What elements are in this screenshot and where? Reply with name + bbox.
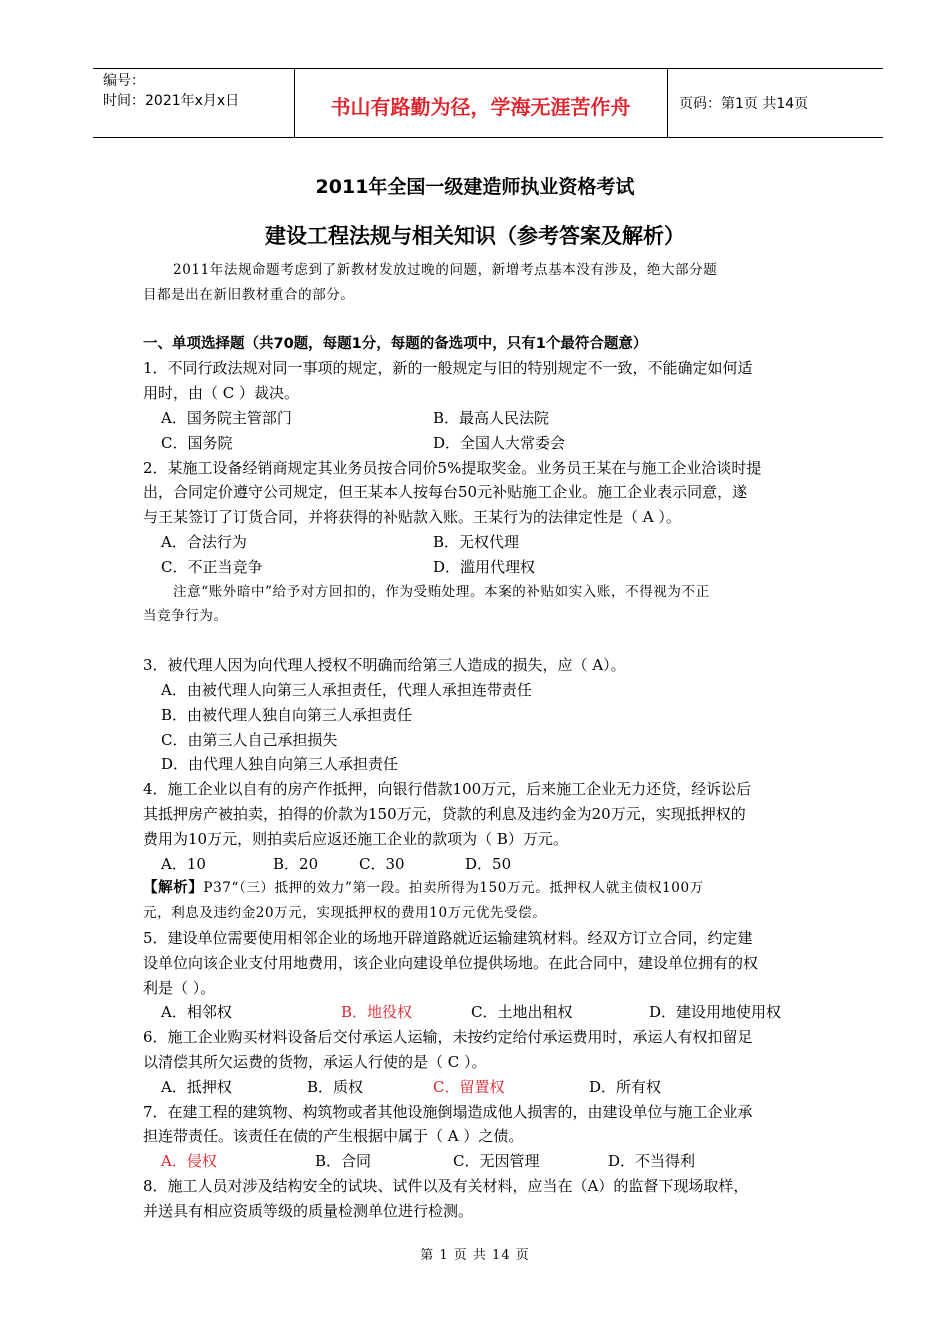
option: A．由被代理人向第三人承担责任，代理人承担连带责任: [161, 680, 532, 699]
option: A．10: [161, 854, 206, 873]
question-text: 出，合同定价遵守公司规定，但王某本人按每台50元补贴施工企业。施工企业表示同意，遂: [143, 483, 748, 502]
option-row: [143, 555, 833, 580]
option: D．建设用地使用权: [649, 1003, 782, 1022]
analysis-text: P37“（三）抵押的效力”第一段。拍卖所得为150万元。抵押权人就主债权100万: [203, 880, 704, 897]
option: D．滥用代理权: [433, 557, 536, 576]
header-divider: [667, 69, 668, 137]
question-text: 担连带责任。该责任在债的产生根据中属于（ A ）之债。: [143, 1127, 524, 1146]
option: D．由代理人独自向第三人承担责任: [161, 755, 399, 774]
option: B．20: [273, 854, 319, 873]
option: A．国务院主管部门: [161, 408, 292, 427]
option-row: [143, 1000, 833, 1025]
analysis-label: 【解析】: [143, 880, 204, 897]
question-text: 3．被代理人因为向代理人授权不明确而给第三人造成的损失，应（ A）。: [143, 656, 626, 675]
question-text: 1．不同行政法规对同一事项的规定，新的一般规定与旧的特别规定不一致，不能确定如何适: [143, 359, 753, 378]
option: C．土地出租权: [471, 1003, 573, 1022]
option: B．由被代理人独自向第三人承担责任: [161, 705, 413, 724]
option: A．合法行为: [161, 532, 247, 551]
option: B．质权: [307, 1077, 364, 1096]
question-text: 用时，由（ C ）裁决。: [143, 384, 300, 403]
document-title: 2011年全国一级建造师执业资格考试: [315, 176, 635, 198]
question-text: 利是（ ）。: [143, 978, 216, 997]
option: D．所有权: [589, 1077, 662, 1096]
header-page-info: 页码：第1页 共14页: [679, 96, 809, 112]
option-highlighted: C．留置权: [433, 1077, 505, 1096]
option-row: [143, 1075, 833, 1100]
question-text: 8．施工人员对涉及结构安全的试块、试件以及有关材料，应当在（A）的监督下现场取样，: [143, 1176, 749, 1195]
question-text: 并送具有相应资质等级的质量检测单位进行检测。: [143, 1201, 474, 1220]
question-text: 其抵押房产被拍卖，拍得的价款为150万元，贷款的利息及违约金为20万元，实现抵押权的: [143, 804, 746, 823]
intro-line: 目都是出在新旧教材重合的部分。: [143, 286, 355, 303]
option: C．国务院: [161, 433, 233, 452]
document-header: [93, 68, 883, 138]
section-title: 一、单项选择题（共70题，每题1分，每题的备选项中，只有1个最符合题意）: [143, 335, 648, 352]
option: C．不正当竞争: [161, 557, 263, 576]
option-row: [143, 852, 833, 877]
option: C．无因管理: [453, 1152, 540, 1171]
question-text: 与王某签订了订货合同，并将获得的补贴款入账。王某行为的法律定性是（ A ）。: [143, 508, 681, 527]
option: B．最高人民法院: [433, 408, 550, 427]
question-text: 以清偿其所欠运费的货物，承运人行使的是（ C ）。: [143, 1052, 487, 1071]
option: D．50: [465, 854, 512, 873]
option-highlighted: A．侵权: [161, 1152, 217, 1171]
option: C．由第三人自己承担损失: [161, 730, 338, 749]
option: D．全国人大常委会: [433, 433, 566, 452]
header-meta: [103, 71, 239, 111]
header-motto: 书山有路勤为径，学海无涯苦作舟: [330, 95, 631, 119]
question-text: 费用为10万元，则拍卖后应返还施工企业的款项为（ B）万元。: [143, 829, 568, 848]
option: C．30: [359, 854, 405, 873]
option-row: [143, 406, 833, 431]
question-text: 设单位向该企业支付用地费用，该企业向建设单位提供场地。在此合同中，建设单位拥有的权: [143, 953, 759, 972]
page-footer: 第 1 页 共 14 页: [420, 1248, 530, 1263]
time-label: 时间：2021年x月x日: [103, 93, 240, 109]
option-row: [143, 530, 833, 555]
option: B．合同: [315, 1152, 372, 1171]
option-row: [143, 1149, 833, 1174]
analysis-line: 元，利息及违约金20万元，实现抵押权的费用10万元优先受偿。: [143, 905, 547, 922]
option: B．无权代理: [433, 532, 520, 551]
number-label: 编号：: [103, 73, 145, 89]
question-text: 6．施工企业购买材料设备后交付承运人运输，未按约定给付承运费用时，承运人有权扣留足: [143, 1028, 753, 1047]
option-highlighted: B．地役权: [341, 1003, 413, 1022]
question-text: 5．建设单位需要使用相邻企业的场地开辟道路就近运输建筑材料。经双方订立合同，约定建: [143, 928, 753, 947]
option: A．抵押权: [161, 1077, 232, 1096]
option-row: [143, 431, 833, 456]
note-line: 注意“账外暗中”给予对方回扣的，作为受贿处理。本案的补贴如实入账，不得视为不正: [173, 583, 710, 600]
question-text: 2．某施工设备经销商规定其业务员按合同价5%提取奖金。业务员王某在与施工企业洽谈时提: [143, 458, 762, 477]
note-line: 当竞争行为。: [143, 608, 228, 625]
option: D．不当得利: [608, 1152, 696, 1171]
question-text: 4．施工企业以自有的房产作抵押，向银行借款100万元，后来施工企业无力还贷，经诉讼后: [143, 780, 752, 799]
analysis-line: [143, 876, 833, 901]
question-text: 7．在建工程的建筑物、构筑物或者其他设施倒塌造成他人损害的，由建设单位与施工企业承: [143, 1102, 753, 1121]
intro-line: 2011年法规命题考虑到了新教材发放过晚的问题，新增考点基本没有涉及，绝大部分题: [173, 262, 718, 278]
document-body: [143, 258, 833, 1223]
option: A．相邻权: [161, 1003, 232, 1022]
document-subtitle: 建设工程法规与相关知识（参考答案及解析）: [265, 224, 685, 248]
